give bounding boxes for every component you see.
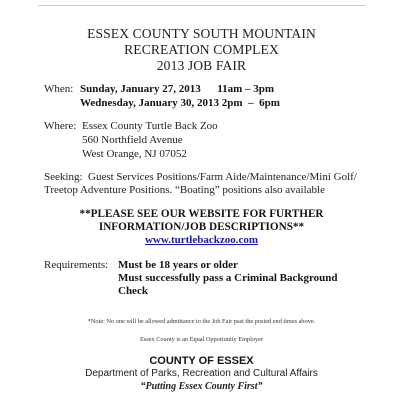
when-date-2: Wednesday, January 30, 2013 2pm – 6pm xyxy=(80,97,280,109)
seeking-line-2: Treetop Adventure Positions. “Boating” positions also available xyxy=(44,184,325,196)
where-line-2: 560 Northfield Avenue xyxy=(82,134,183,146)
requirements-label: Requirements: xyxy=(44,259,109,271)
requirement-item-3: Check xyxy=(118,285,148,297)
website-notice-line-2: INFORMATION/JOB DESCRIPTIONS** xyxy=(98,221,305,233)
when-label: When: xyxy=(44,83,74,95)
seeking-line-1: Seeking: Guest Services Positions/Farm Aide/Maintenance/Mini Golf/ xyxy=(44,171,357,183)
title-line-2: RECREATION COMPLEX xyxy=(124,42,279,57)
title-line-1: ESSEX COUNTY SOUTH MOUNTAIN xyxy=(87,26,316,41)
top-divider xyxy=(38,5,365,6)
department-name: Department of Parks, Recreation and Cultural Affairs xyxy=(85,368,318,379)
county-slogan: “Putting Essex County First” xyxy=(140,381,263,392)
where-line-3: West Orange, NJ 07052 xyxy=(82,148,187,160)
requirement-item-2: Must successfully pass a Criminal Background xyxy=(118,272,338,284)
website-link[interactable]: www.turtlebackzoo.com xyxy=(144,234,259,246)
where-label: Where: xyxy=(44,120,77,132)
where-line-1: Essex County Turtle Back Zoo xyxy=(82,120,218,132)
county-name: COUNTY OF ESSEX xyxy=(149,355,254,367)
requirement-item-1: Must be 18 years or older xyxy=(118,259,238,271)
website-link-row xyxy=(0,234,403,247)
admittance-note: *Note: No one will be allowed admittance to the Job Fair past the posted end times above. xyxy=(87,318,316,325)
when-date-1: Sunday, January 27, 2013 11am – 3pm xyxy=(80,83,275,95)
website-notice-line-1: **PLEASE SEE OUR WEBSITE FOR FURTHER xyxy=(79,208,324,220)
title-line-3: 2013 JOB FAIR xyxy=(156,58,247,73)
equal-opportunity-note: Essex County is an Equal Opportunity Employer xyxy=(139,336,264,343)
